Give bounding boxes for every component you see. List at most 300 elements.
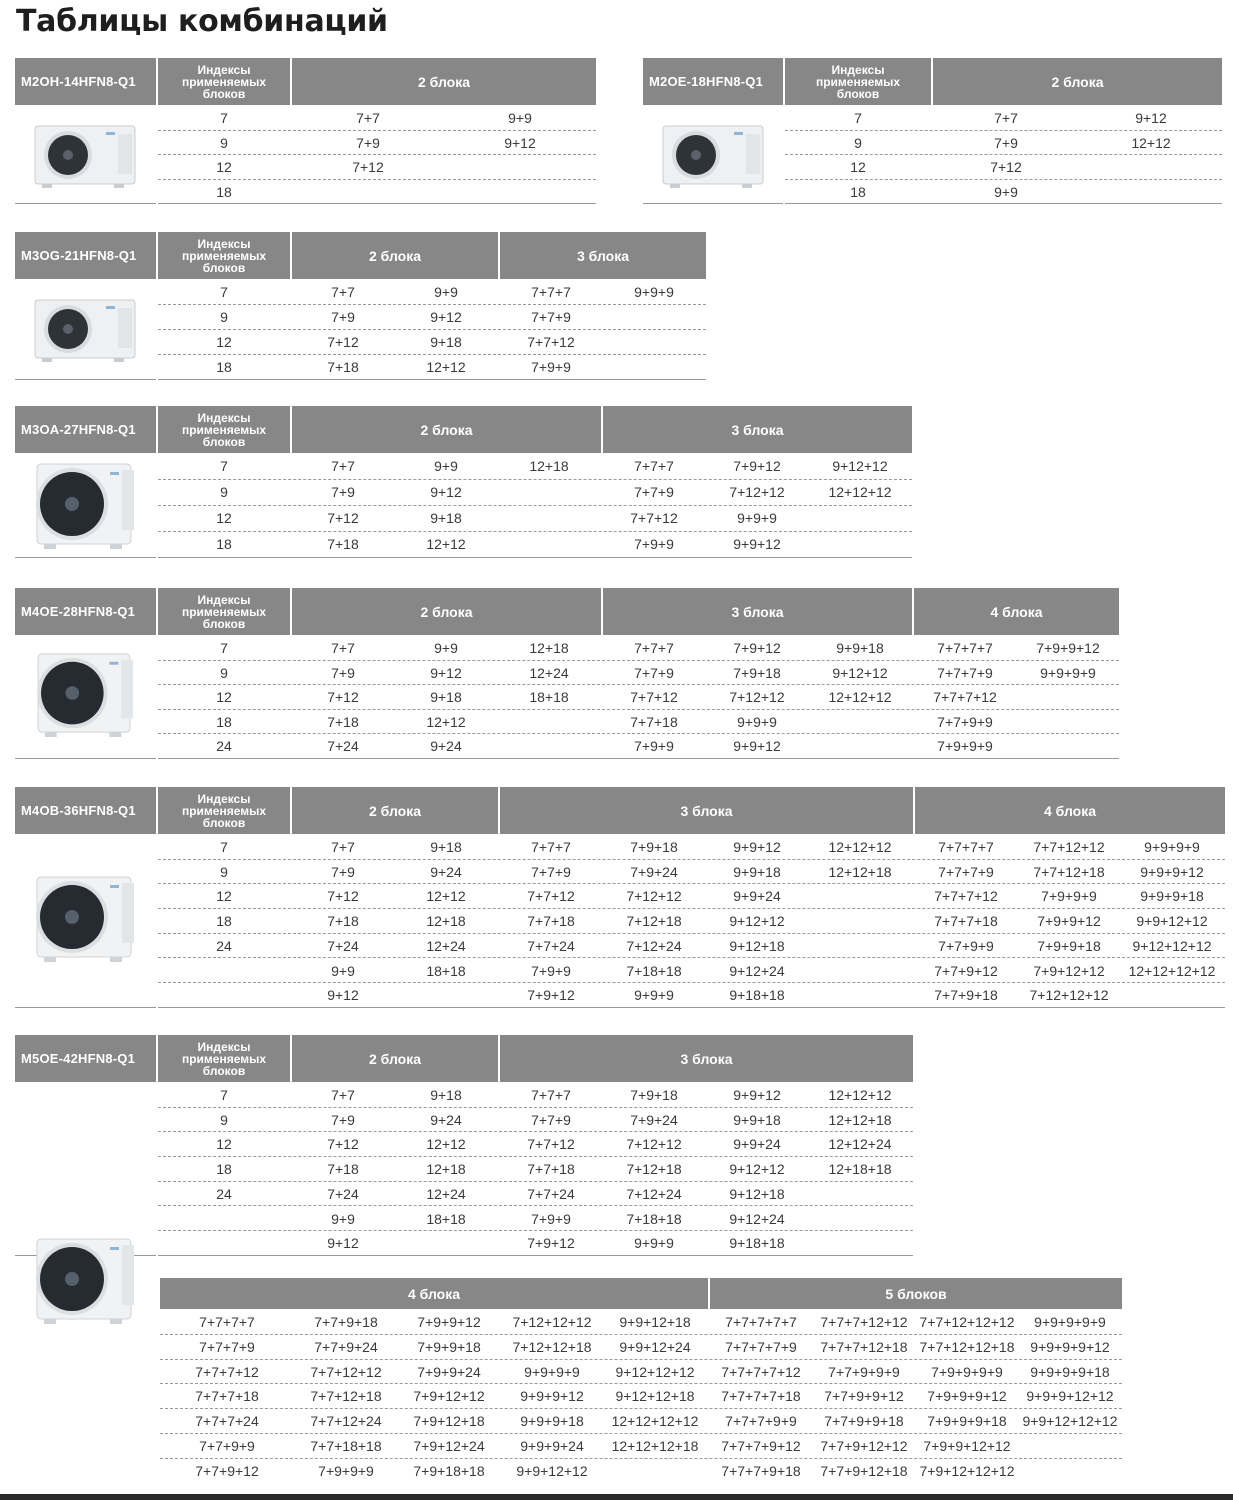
combination-cell: 7+9+9	[634, 738, 674, 755]
table-row	[160, 1459, 1122, 1484]
combination-cell: 9+12+18	[729, 1185, 785, 1202]
combination-cell	[1015, 1434, 1125, 1458]
combination-cell: 7+7+12+12+12	[919, 1314, 1015, 1330]
model-name-header: M3OG-21HFN8-Q1	[15, 232, 156, 279]
outdoor-unit-icon	[31, 873, 143, 970]
combination-cell	[805, 884, 915, 908]
combination-cell: 7+7	[994, 110, 1018, 126]
combination-cell	[494, 480, 604, 504]
combination-cell: 9+9	[331, 962, 355, 979]
index-value: 9	[220, 1111, 228, 1128]
index-header-word: Индексы	[831, 62, 885, 77]
group-header: 3 блока	[603, 588, 912, 635]
combination-cell: 9+9+9+9+9	[1034, 1314, 1106, 1330]
combination-cell: 7+7+7+18	[934, 913, 998, 930]
table-row	[158, 280, 706, 305]
table-row	[785, 131, 1222, 156]
combination-cell: 7+7+9	[531, 863, 571, 880]
combination-cell: 7+7+9+9+12	[824, 1388, 904, 1405]
combination-cell: 9+24	[430, 863, 462, 880]
combination-cell: 7+9+24	[630, 1111, 678, 1128]
combination-cell: 9+12	[504, 134, 536, 151]
combination-cell: 7+9+18	[630, 839, 678, 855]
combination-cell: 7+12	[352, 159, 384, 175]
table-baseline	[15, 379, 156, 380]
combination-cell: 7+18	[327, 1161, 359, 1178]
combination-cell: 7+24	[327, 1185, 359, 1202]
combination-cell: 12+12	[426, 536, 466, 552]
combination-cell: 9+9+18	[733, 1111, 781, 1128]
combination-cell: 9+18	[430, 689, 462, 706]
combination-cell: 7+7+18	[630, 713, 678, 730]
index-header-word: блоков	[202, 815, 246, 830]
combination-cell: 7+9	[331, 1111, 355, 1128]
combination-cell: 9+9+9	[737, 510, 777, 526]
combination-cell: 7+12+12	[626, 1136, 682, 1153]
combination-cell: 7+7+18	[527, 913, 575, 930]
group-header: 2 блока	[292, 588, 601, 635]
combination-cell: 9+9+12+24	[619, 1338, 691, 1355]
combination-cell: 12+24	[426, 1185, 466, 1202]
combination-cell	[391, 983, 501, 1007]
combination-cell: 7+9+9+12	[1037, 913, 1101, 930]
table-row	[158, 835, 1225, 860]
index-header-word: Индексы	[197, 410, 251, 425]
combination-cell: 9+18	[430, 510, 462, 526]
index-header-word: Индексы	[197, 592, 251, 607]
combination-cell: 7+9+12+24	[413, 1438, 485, 1454]
combination-cell: 12+12+12	[828, 484, 892, 500]
table-baseline	[643, 203, 783, 204]
combination-cell: 7+9+9+9+12	[927, 1388, 1007, 1405]
combination-cell: 7+7	[331, 458, 355, 474]
group-header: 2 блока	[292, 232, 498, 279]
group-header: 2 блока	[292, 1035, 498, 1082]
index-value: 9	[854, 134, 862, 151]
table-row	[158, 305, 706, 330]
combination-cell: 7+12+12+18	[512, 1338, 592, 1355]
combination-cell	[600, 1459, 710, 1483]
combination-cell	[805, 983, 915, 1007]
combination-cell: 12+12+18	[828, 863, 892, 880]
index-value: 9	[220, 664, 228, 681]
combination-cell: 7+9+18+18	[413, 1462, 485, 1479]
index-header	[785, 58, 931, 105]
combination-cell: 9+9+12+12+12	[1022, 1413, 1118, 1430]
combination-cell: 9+9+9+9	[1144, 839, 1200, 855]
combination-cell: 7+7+9+12	[934, 962, 998, 979]
combination-cell: 7+9+9+9	[1041, 888, 1097, 905]
index-value: 12	[850, 159, 866, 175]
index-value: 24	[216, 738, 232, 755]
index-value: 7	[220, 839, 228, 855]
combination-cell: 7+7+7	[531, 284, 571, 300]
combination-cell: 7+7+7+12	[934, 888, 998, 905]
combination-cell	[391, 1231, 501, 1255]
model-name-header: M2OE-18HFN8-Q1	[643, 58, 783, 105]
combination-cell: 9+12+12	[832, 458, 888, 474]
combination-cell: 7+9+24	[630, 863, 678, 880]
combination-cell: 12+12+12	[828, 839, 892, 855]
combination-cell: 12+18	[529, 458, 569, 474]
combination-cell: 7+7+7+24	[195, 1413, 259, 1430]
combination-cell: 7+9+12	[733, 640, 781, 656]
combination-cell: 7+7+7	[531, 839, 571, 855]
combination-cell: 9+9	[434, 458, 458, 474]
index-value: 9	[220, 863, 228, 880]
combination-cell: 9+9+9+12	[520, 1388, 584, 1405]
table-row	[158, 1083, 913, 1108]
combination-cell: 7+7+18+18	[310, 1438, 382, 1454]
combination-cell: 12+12+12+12	[1128, 962, 1216, 979]
combination-cell: 9+9+9+9	[524, 1363, 580, 1380]
combination-cell: 9+9+9	[634, 284, 674, 300]
combination-cell: 12+18	[426, 913, 466, 930]
model-name-header: M5OE-42HFN8-Q1	[15, 1035, 156, 1082]
combination-cell: 7+12+12+12	[1029, 987, 1109, 1004]
combination-cell: 7+7	[331, 640, 355, 656]
combination-cell: 7+7+9+12+12	[820, 1438, 908, 1454]
group-header: 3 блока	[500, 1035, 913, 1082]
group-header: 5 блоков	[710, 1278, 1122, 1309]
group-header: 2 блока	[292, 787, 498, 834]
combination-cell: 7+7+24	[527, 937, 575, 954]
combination-cell	[805, 1207, 915, 1231]
index-header-word: блоков	[202, 616, 246, 631]
table-row	[785, 155, 1222, 180]
combination-cell: 7+9+9+18	[417, 1338, 481, 1355]
table-row	[158, 106, 596, 131]
index-header-word: блоков	[202, 86, 246, 101]
combination-cell	[805, 710, 915, 734]
combination-cell	[805, 959, 915, 983]
combination-cell: 12+12	[426, 888, 466, 905]
index-value: 7	[854, 110, 862, 126]
combination-cell: 9+24	[430, 738, 462, 755]
combination-cell: 7+9+9+12	[417, 1314, 481, 1330]
combination-cell: 12+12+12	[828, 1087, 892, 1103]
index-value: 9	[220, 484, 228, 500]
combination-cell: 7+7+7+7+18	[721, 1388, 801, 1405]
combination-cell: 7+7	[356, 110, 380, 126]
combination-cell: 9+12+12+12	[1132, 937, 1212, 954]
combination-cell	[494, 710, 604, 734]
combination-cell: 7+7+12+24	[310, 1413, 382, 1430]
index-header-word: блоков	[836, 86, 880, 101]
table-row	[158, 480, 912, 506]
combination-cell: 7+12+12	[626, 888, 682, 905]
combination-cell: 7+7+12+18	[1033, 863, 1105, 880]
index-header-word: блоков	[202, 1063, 246, 1078]
combination-cell: 7+7+9+12	[195, 1462, 259, 1479]
table-row	[158, 860, 1225, 885]
combination-cell: 7+7+7+9	[938, 863, 994, 880]
combination-cell	[599, 355, 709, 379]
table-row	[158, 909, 1225, 934]
table-baseline	[15, 203, 156, 204]
combination-cell: 7+9+9	[531, 359, 571, 375]
combination-cell: 18+18	[529, 689, 569, 706]
index-header	[158, 58, 290, 105]
index-header-word: применяемых	[181, 74, 267, 89]
combination-cell: 7+9+9	[531, 962, 571, 979]
combination-cell: 9+12+12+18	[615, 1388, 695, 1405]
combination-cell: 9+9	[434, 640, 458, 656]
index-header-word: применяемых	[181, 422, 267, 437]
combination-cell: 7+9+12+12	[413, 1388, 485, 1405]
index-header-word: Индексы	[197, 791, 251, 806]
table-row	[158, 959, 1225, 984]
group-header: 3 блока	[500, 787, 913, 834]
index-value	[158, 1207, 290, 1231]
index-value: 12	[216, 689, 232, 706]
table-row	[158, 685, 1119, 710]
combination-cell: 7+9+12	[733, 458, 781, 474]
table-row	[158, 1108, 913, 1133]
combination-cell: 9+9+18	[733, 863, 781, 880]
table-row	[158, 983, 1225, 1008]
combination-cell: 7+7+9	[634, 484, 674, 500]
table-row	[158, 1157, 913, 1182]
table-row	[785, 106, 1222, 131]
combination-cell: 12+24	[529, 664, 569, 681]
table-row	[160, 1335, 1122, 1360]
combination-cell: 7+7+9+18	[314, 1314, 378, 1330]
combination-cell: 7+9+9+24	[417, 1363, 481, 1380]
combination-cell	[805, 532, 915, 556]
combination-cell	[805, 506, 915, 530]
combination-cell: 7+7+12	[527, 334, 575, 350]
combination-cell: 9+9	[434, 284, 458, 300]
combination-cell: 7+7+7+12+18	[820, 1338, 908, 1355]
combination-cell: 7+9+12+18	[413, 1413, 485, 1430]
combination-cell: 7+12	[327, 689, 359, 706]
index-value: 12	[216, 159, 232, 175]
combination-cell: 9+12+12	[729, 913, 785, 930]
index-value: 12	[216, 1136, 232, 1153]
combination-cell: 9+9+12	[733, 536, 781, 552]
combination-cell: 9+9	[331, 1210, 355, 1227]
combination-cell: 7+7+7+9	[937, 664, 993, 681]
outdoor-unit-icon	[31, 120, 143, 195]
index-value: 24	[216, 1185, 232, 1202]
combination-cell: 7+9+9+9	[318, 1462, 374, 1479]
index-header-word: Индексы	[197, 236, 251, 251]
combination-cell: 7+7+7+9+9	[725, 1413, 797, 1430]
combination-cell: 9+9+12	[733, 839, 781, 855]
combination-cell	[1015, 1459, 1125, 1483]
combination-cell	[805, 734, 915, 758]
table-baseline	[15, 1007, 156, 1008]
table-row	[158, 1231, 913, 1256]
outdoor-unit-icon	[31, 460, 143, 557]
combination-cell: 12+12+12+18	[611, 1438, 699, 1454]
combination-cell: 9+12	[430, 484, 462, 500]
index-value: 12	[216, 510, 232, 526]
combination-cell: 18+18	[426, 962, 466, 979]
combination-cell: 7+7+9	[531, 309, 571, 325]
combination-cell: 7+7+9+18	[934, 987, 998, 1004]
combination-cell: 9+12+24	[729, 962, 785, 979]
combination-cell: 9+9+9	[634, 987, 674, 1004]
combination-cell: 7+7+12+18	[310, 1388, 382, 1405]
combination-cell: 7+9+9+9+18	[927, 1413, 1007, 1430]
page-title: Таблицы комбинаций	[16, 4, 388, 39]
table-row	[158, 355, 706, 380]
model-name-header: M4OB-36HFN8-Q1	[15, 787, 156, 834]
combination-cell: 7+12+18	[626, 913, 682, 930]
combination-cell: 9+12+12	[832, 664, 888, 681]
combination-cell: 7+7+7+12+12	[820, 1314, 908, 1330]
combination-cell: 9+12+12	[729, 1161, 785, 1178]
combination-cell: 12+12+12+12	[611, 1413, 699, 1430]
combination-cell: 7+7+7+7	[199, 1314, 255, 1330]
combination-cell: 12+12	[1131, 134, 1171, 151]
combination-cell: 9+9+9+9+18	[1030, 1363, 1110, 1380]
combination-cell: 7+18+18	[626, 1210, 682, 1227]
combination-cell: 7+12	[327, 1136, 359, 1153]
combination-cell: 7+9+9+12+12	[923, 1438, 1011, 1454]
combination-cell: 7+9+9	[531, 1210, 571, 1227]
index-header-word: применяемых	[181, 803, 267, 818]
combination-cell: 7+7	[331, 839, 355, 855]
combination-cell: 9+12	[327, 1235, 359, 1252]
combination-cell	[1013, 685, 1123, 709]
combination-cell: 7+9	[331, 863, 355, 880]
combination-cell: 12+18	[529, 640, 569, 656]
combination-cell: 7+7+9+9	[199, 1438, 255, 1454]
combination-cell: 9+9+18	[836, 640, 884, 656]
index-header-word: применяемых	[181, 604, 267, 619]
page-bottom-bar	[0, 1494, 1233, 1500]
combination-cell: 9+9+12+18	[619, 1314, 691, 1330]
combination-cell: 7+9+9+9+9	[931, 1363, 1003, 1380]
combination-cell: 9+12+12+12	[615, 1363, 695, 1380]
table-row	[158, 710, 1119, 735]
combination-cell: 7+7	[331, 284, 355, 300]
index-header	[158, 232, 290, 279]
combination-cell	[1096, 180, 1206, 204]
combination-cell: 7+9+12	[527, 1235, 575, 1252]
outdoor-unit-icon	[31, 1235, 143, 1332]
combination-cell: 12+24	[426, 937, 466, 954]
combination-cell: 9+9+9+9+12	[1030, 1338, 1110, 1355]
index-value: 18	[216, 713, 232, 730]
combination-cell: 9+9+9	[737, 713, 777, 730]
combination-cell: 7+7+7+12	[195, 1363, 259, 1380]
table-row	[160, 1360, 1122, 1385]
combination-cell: 7+12+12+12	[512, 1314, 592, 1330]
table-row	[158, 506, 912, 532]
index-header-word: Индексы	[197, 1039, 251, 1054]
group-header: 3 блока	[500, 232, 706, 279]
outdoor-unit-icon	[659, 120, 771, 195]
combination-cell: 7+12+24	[626, 937, 682, 954]
table-row	[158, 532, 912, 558]
combination-cell: 7+12	[990, 159, 1022, 175]
combination-cell	[1013, 710, 1123, 734]
combination-cell: 7+7+7+7	[937, 640, 993, 656]
combination-cell: 12+12	[426, 1136, 466, 1153]
index-value: 18	[216, 913, 232, 930]
combination-cell: 7+7+7	[634, 458, 674, 474]
combination-cell	[465, 180, 575, 204]
combination-cell: 7+18+18	[626, 962, 682, 979]
model-name-header: M3OA-27HFN8-Q1	[15, 406, 156, 453]
combination-cell: 7+9	[994, 134, 1018, 151]
index-header	[158, 588, 290, 635]
combination-cell: 9+12+18	[729, 937, 785, 954]
index-value: 7	[220, 1087, 228, 1103]
combination-cell: 7+9	[331, 484, 355, 500]
index-value: 18	[216, 183, 232, 200]
combination-cell: 7+7+7+7	[938, 839, 994, 855]
index-value: 18	[216, 1161, 232, 1178]
group-header: 3 блока	[603, 406, 912, 453]
combination-cell: 7+9+12+12	[1033, 962, 1105, 979]
combination-cell: 9+9+9+24	[520, 1438, 584, 1454]
combination-cell: 12+18+18	[828, 1161, 892, 1178]
table-baseline	[15, 557, 156, 558]
index-value: 18	[216, 359, 232, 375]
combination-cell: 7+18	[327, 359, 359, 375]
combination-cell: 9+9+9+18	[520, 1413, 584, 1430]
table-row	[160, 1310, 1122, 1335]
combination-cell: 7+9+12+12+12	[919, 1462, 1015, 1479]
combination-cell: 9+9+9+18	[1140, 888, 1204, 905]
combination-cell: 7+12	[327, 510, 359, 526]
combination-cell: 7+9+9	[634, 536, 674, 552]
combination-cell: 7+18	[327, 713, 359, 730]
table-row	[158, 454, 912, 480]
combination-cell: 7+7+24	[527, 1185, 575, 1202]
combination-cell: 7+9	[356, 134, 380, 151]
combination-cell: 9+12+24	[729, 1210, 785, 1227]
index-header	[158, 406, 290, 453]
combination-cell: 9+18	[430, 839, 462, 855]
combination-cell: 9+18	[430, 1087, 462, 1103]
combination-cell: 18+18	[426, 1210, 466, 1227]
table-row	[158, 131, 596, 156]
combination-cell: 7+7+9	[531, 1111, 571, 1128]
combination-cell: 9+9+9+12+12	[1026, 1388, 1114, 1405]
table-row	[158, 1132, 913, 1157]
combination-cell: 7+7+7+18	[195, 1388, 259, 1405]
combination-cell: 7+7+12	[630, 689, 678, 706]
index-header-word: блоков	[202, 260, 246, 275]
combination-cell	[465, 155, 575, 179]
combination-cell: 9+12	[430, 309, 462, 325]
combination-cell: 7+24	[327, 738, 359, 755]
combination-cell: 7+9+18	[733, 664, 781, 681]
combination-cell: 7+12	[327, 888, 359, 905]
combination-cell: 7+7+7+9	[199, 1338, 255, 1355]
index-value: 24	[216, 937, 232, 954]
combination-cell: 7+7+12+12+18	[919, 1338, 1015, 1355]
combination-cell	[1096, 155, 1206, 179]
index-value: 12	[216, 334, 232, 350]
table-row	[158, 636, 1119, 661]
index-header	[158, 787, 290, 834]
combination-cell	[805, 934, 915, 958]
combination-cell: 7+7+7	[531, 1087, 571, 1103]
combination-cell: 9+9+12+12	[1136, 913, 1208, 930]
table-row	[158, 155, 596, 180]
combination-cell: 9+18+18	[729, 1235, 785, 1252]
combination-cell: 7+18	[327, 536, 359, 552]
combination-cell: 7+18	[327, 913, 359, 930]
combination-cell: 9+9+9+12	[1140, 863, 1204, 880]
